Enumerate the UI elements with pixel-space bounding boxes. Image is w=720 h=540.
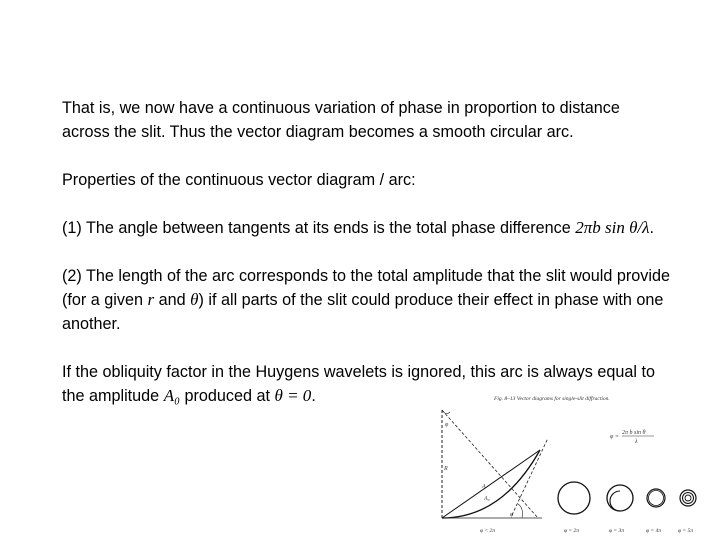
phi-angle-arc [518,504,523,518]
paragraph-property-1 [62,216,672,240]
phi-formula-denominator: λ [635,439,638,445]
spiral-4pi-outer [647,489,665,507]
case-label-2: φ = 2π [564,528,580,534]
phi-formula [610,430,654,445]
spiral-5pi-inner [685,495,691,501]
spiral-3pi [607,485,633,511]
variable-theta: θ [190,290,199,309]
resultant-chord [442,450,540,518]
vector-diagram-svg [432,390,720,540]
radius-line-diagonal [442,410,538,518]
property-2-text-c: ) if all parts of the slit could produce their effect in phase with one another. [62,291,664,333]
property-2-text-a: (2) The length of the arc corresponds to the total amplitude that the slit would provide (for a given [62,267,670,309]
radius-label: R [444,466,448,472]
obliquity-end: . [311,387,316,405]
end-tangent-line [512,438,548,515]
case-label-5: φ = 5π [678,528,694,534]
apex-angle-label: φ [445,422,449,428]
case-label-4: φ = 4π [646,528,662,534]
phi-formula-numerator: 2π b sin θ [622,430,646,436]
obliquity-text-a: If the obliquity factor in the Huygens wavelets is ignored, this arc is always equal to the amplitude [62,363,655,405]
arc-construction-diagram [442,410,548,518]
paragraph-continuous-phase: That is, we now have a continuous variation of phase in proportion to distance across the slit. Thus the vector diagram becomes a smooth circular arc. [62,99,620,141]
amplitude-a0: A₀ [163,386,180,405]
paragraph-properties-heading: Properties of the continuous vector diagram / arc: [62,171,416,189]
vector-diagram-figure [432,390,720,540]
property-2-text-b: and [154,291,191,309]
phi-formula-prefix: φ = [610,434,619,440]
spiral-5pi [680,490,696,506]
figure-caption: Fig. 8–13 Vector diagrams for single-slit diffraction. [494,396,610,402]
spiral-4pi-inner [649,491,664,506]
case-label-3: φ = 3π [609,528,625,534]
slide-body [62,96,672,432]
full-circle-2pi [558,482,590,514]
case-label-1: φ < 2π [480,528,496,534]
spiral-5pi-middle [683,493,694,504]
paragraph-property-2 [62,264,672,336]
property-1-text: (1) The angle between tangents at its ends is the total phase difference [62,219,576,237]
spiral-4pi [647,489,665,507]
arc-length-label: A [482,484,486,490]
phi-angle-label: φ [510,512,514,518]
chord-length-label: A₀ [484,496,490,502]
phase-difference-formula: 2πb sin θ/λ [575,218,650,237]
obliquity-text-b: produced at [179,387,275,405]
apex-angle-arc [442,410,450,414]
theta-zero-condition: θ = 0 [274,386,312,405]
variable-r: r [147,290,155,309]
property-1-end: . [649,219,655,237]
